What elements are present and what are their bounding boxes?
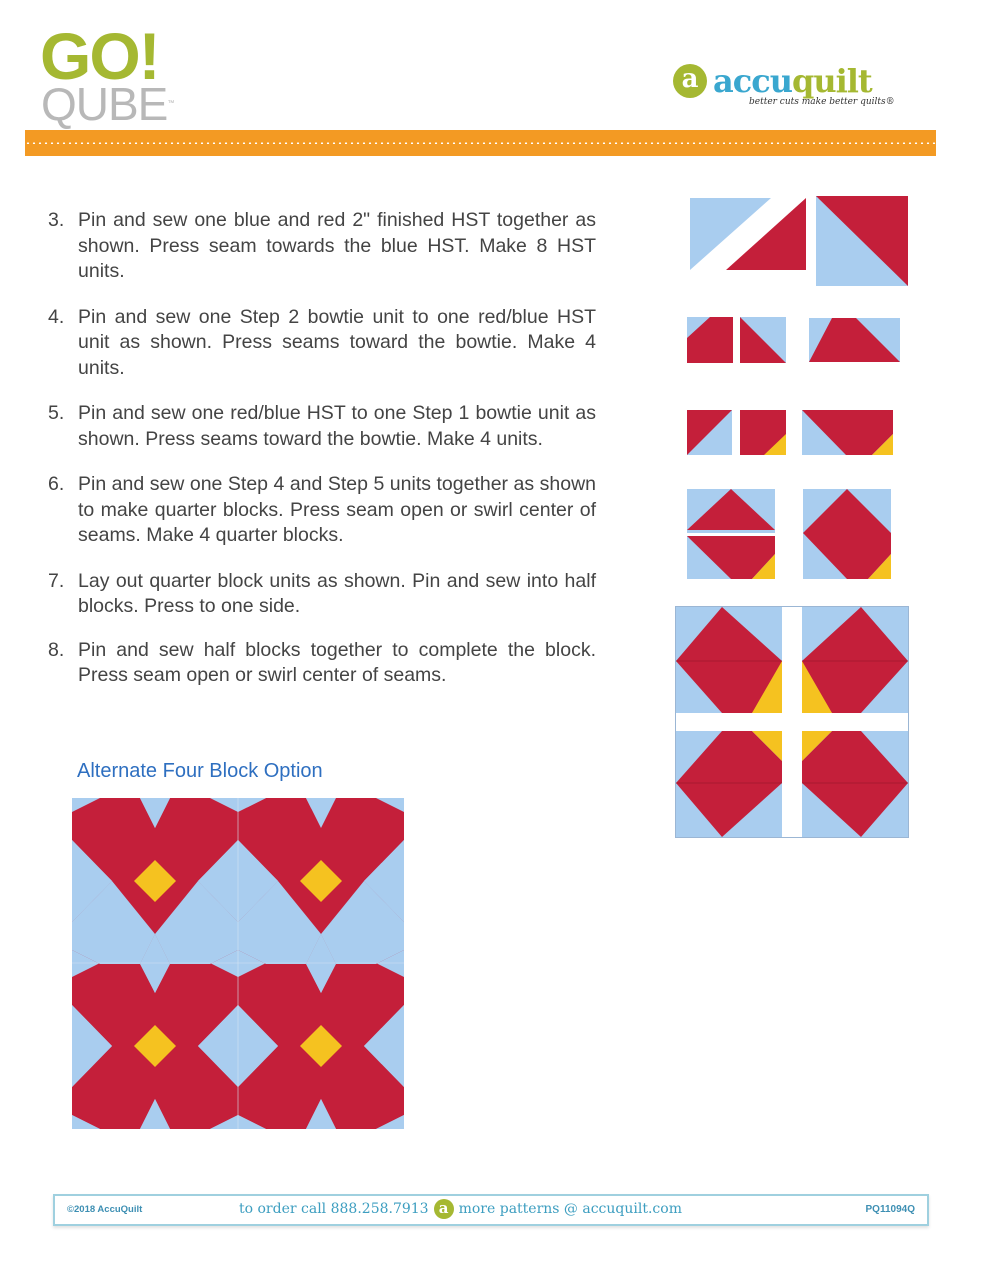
quarter-block-diagram	[686, 488, 896, 580]
step-text: Pin and sew one red/blue HST to one Step 1 bowtie unit as shown. Press seams toward the bowtie. Make 4 units.	[78, 402, 596, 450]
hst-diagram	[688, 194, 910, 288]
alternate-option-title: Alternate Four Block Option	[77, 760, 323, 782]
bowtie-hst-diagram	[686, 316, 902, 364]
footer-bar	[53, 1194, 929, 1226]
step-7	[48, 569, 596, 620]
step-8	[48, 638, 596, 689]
step-4	[48, 305, 596, 382]
step-number: 7.	[48, 569, 65, 592]
instruction-steps	[48, 208, 596, 709]
accuquilt-wordmark	[713, 62, 872, 100]
step-5	[48, 401, 596, 452]
brand-accu: accu	[713, 62, 792, 100]
hst-bowtie-yellow-diagram	[686, 409, 896, 457]
band-stitch-dots	[25, 142, 936, 144]
step-text: Pin and sew one Step 2 bowtie unit to one red/blue HST unit as shown. Press seams toward the bowtie. Make 4 units.	[78, 305, 596, 379]
tagline: better cuts make better quilts®	[749, 97, 895, 107]
step-number: 6.	[48, 473, 65, 495]
step-text: Pin and sew half blocks together to complete the block. Press seam open or swirl center of seams.	[78, 638, 596, 686]
accuquilt-mark-icon: a	[434, 1199, 454, 1219]
full-block-layout-diagram	[675, 606, 909, 838]
step-text: Pin and sew one blue and red 2" finished HST together as shown. Press seam towards the blue HST. Make 8 HST units.	[78, 209, 596, 282]
footer-contact	[239, 1199, 682, 1219]
step-number: 8.	[48, 638, 65, 661]
pattern-code: PQ11094Q	[865, 1204, 915, 1215]
step-6	[48, 472, 596, 549]
go-logo: GO!	[40, 19, 159, 93]
step-text: Pin and sew one Step 4 and Step 5 units together as shown to make quarter blocks. Press seam open or swirl center of seams. Make 4 quarter blocks.	[78, 473, 596, 546]
qube-logo	[41, 78, 174, 130]
alternate-four-block-diagram	[72, 798, 404, 1129]
copyright: ©2018 AccuQuilt	[67, 1204, 143, 1215]
brand-quilt: quilt	[791, 62, 872, 100]
trademark: ™	[167, 100, 174, 107]
more-patterns-link[interactable]: more patterns @ accuquilt.com	[458, 1201, 682, 1217]
header-band	[25, 130, 936, 156]
order-phone: to order call 888.258.7913	[239, 1201, 429, 1217]
accuquilt-logo	[673, 64, 943, 114]
step-number: 5.	[48, 402, 65, 424]
accuquilt-mark-icon: a	[673, 64, 707, 98]
qube-text: QUBE	[41, 78, 168, 130]
step-number: 4.	[48, 305, 65, 328]
step-3	[48, 208, 596, 285]
step-number: 3.	[48, 209, 65, 231]
step-text: Lay out quarter block units as shown. Pin and sew into half blocks. Press to one side.	[78, 569, 596, 617]
